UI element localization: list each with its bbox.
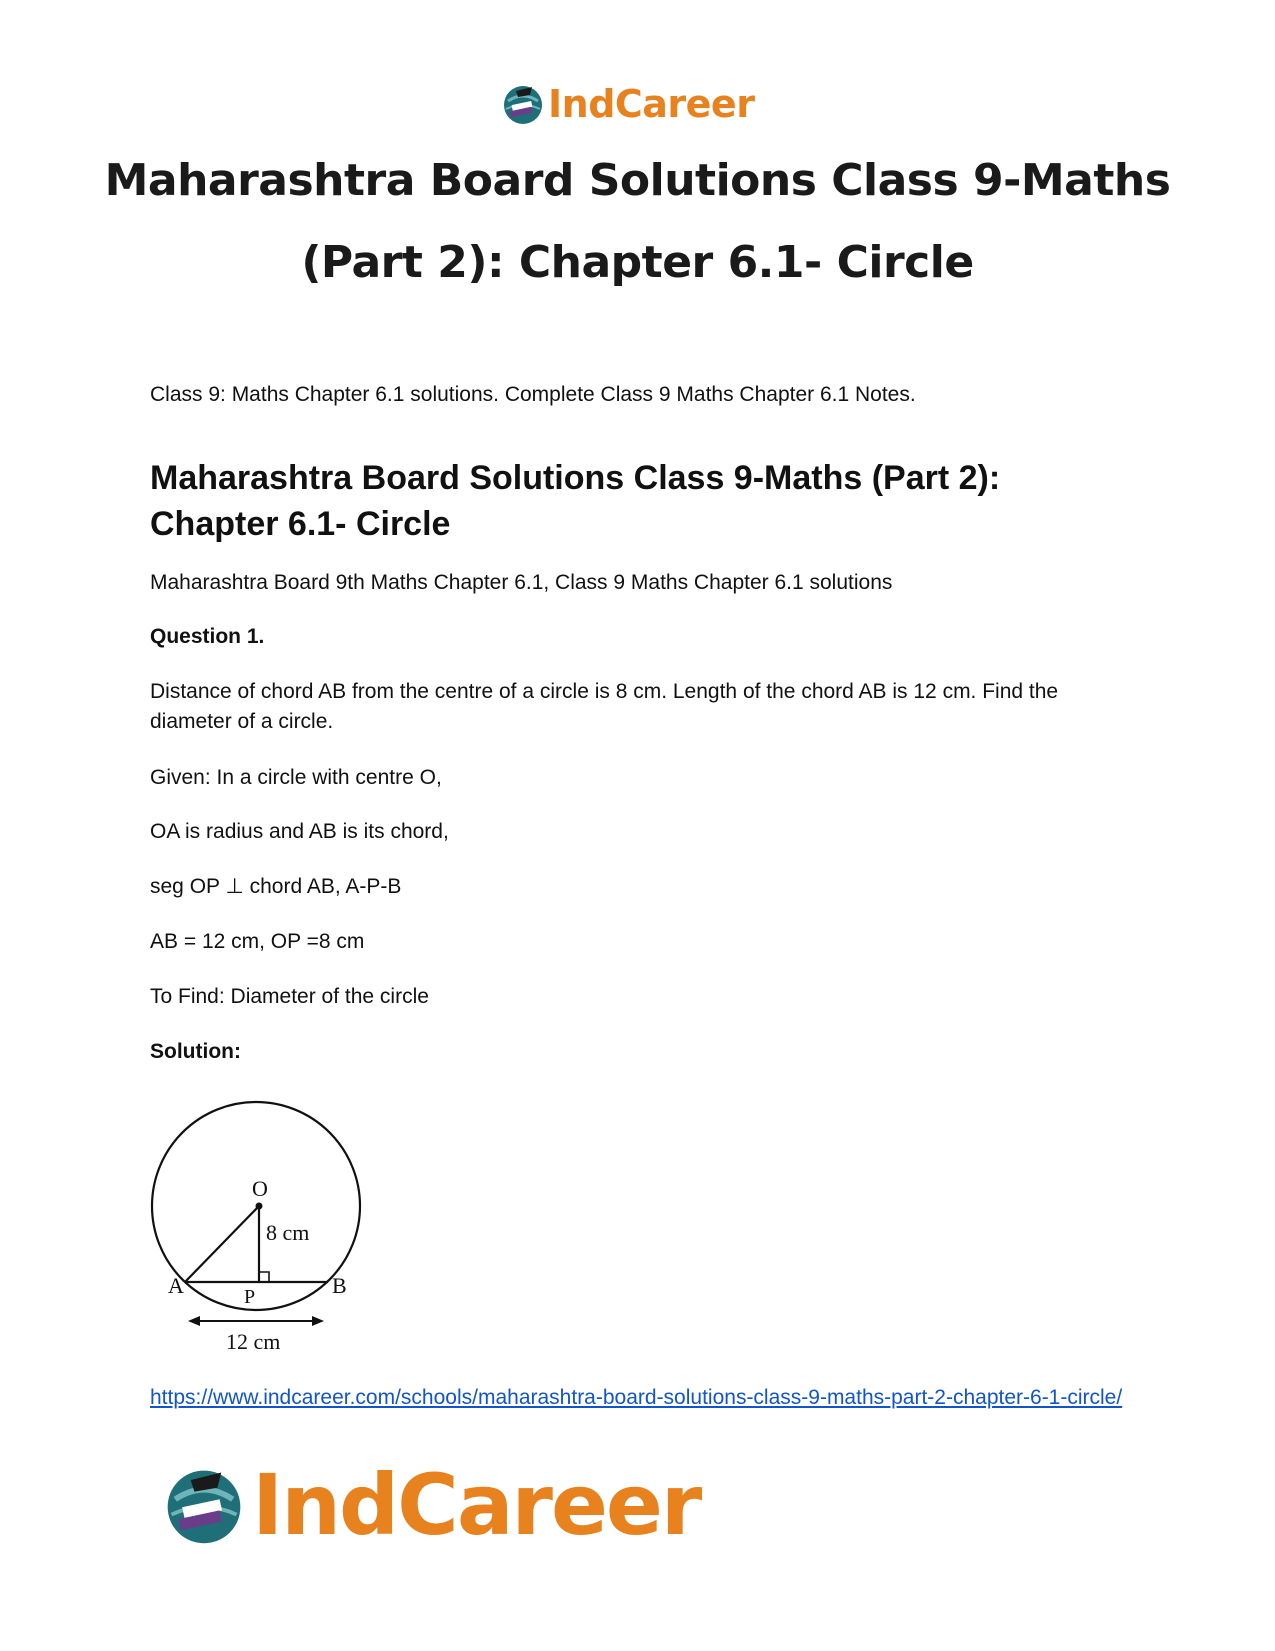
question-label: Question 1. — [150, 625, 265, 648]
right-angle-mark — [259, 1272, 269, 1282]
solution-label: Solution: — [150, 1040, 241, 1063]
to-find-line: To Find: Diameter of the circle — [150, 985, 429, 1008]
intro-paragraph: Class 9: Maths Chapter 6.1 solutions. Complete Class 9 Maths Chapter 6.1 Notes. — [150, 383, 916, 406]
given-line-3: seg OP ⊥ chord AB, A-P-B — [150, 875, 402, 898]
radius-oa — [185, 1206, 259, 1282]
bottom-logo[interactable] — [160, 1455, 700, 1555]
section-heading — [150, 455, 1130, 547]
brand-wordmark: IndCareer — [548, 82, 755, 126]
page-title-line-1: Maharashtra Board Solutions Class 9-Maths — [104, 155, 1171, 206]
circle-diagram — [148, 1095, 378, 1365]
page-title — [100, 140, 1175, 304]
label-o: O — [252, 1176, 268, 1201]
centre-point — [256, 1203, 263, 1210]
section-subtitle: Maharashtra Board 9th Maths Chapter 6.1, Class 9 Maths Chapter 6.1 solutions — [150, 571, 893, 594]
page-title-line-2: (Part 2): Chapter 6.1- Circle — [301, 237, 974, 288]
label-p: P — [244, 1286, 256, 1308]
label-ab-length: 12 cm — [226, 1329, 281, 1354]
section-heading-line-2: Chapter 6.1- Circle — [150, 505, 451, 543]
globe-book-icon-large — [160, 1461, 248, 1549]
label-b: B — [332, 1273, 347, 1298]
label-op-length: 8 cm — [266, 1220, 310, 1245]
arrowhead-right — [312, 1316, 324, 1326]
given-line-1: Given: In a circle with centre O, — [150, 766, 442, 789]
question-text: Distance of chord AB from the centre of a circle is 8 cm. Length of the chord AB is 12 cm. Find the diameter of a circle. — [150, 680, 1059, 733]
given-line-2: OA is radius and AB is its chord, — [150, 820, 449, 843]
brand-wordmark-large: IndCareer — [252, 1456, 701, 1554]
globe-book-icon — [500, 81, 546, 127]
source-link[interactable]: https://www.indcareer.com/schools/maharashtra-board-solutions-class-9-maths-part-2-chapter-6-1-circle/ — [150, 1386, 1123, 1409]
arrowhead-left — [188, 1316, 200, 1326]
top-logo[interactable] — [500, 78, 754, 130]
section-heading-line-1: Maharashtra Board Solutions Class 9-Maths (Part 2): — [150, 459, 1001, 497]
label-a: A — [168, 1273, 184, 1298]
given-line-4: AB = 12 cm, OP =8 cm — [150, 930, 365, 953]
